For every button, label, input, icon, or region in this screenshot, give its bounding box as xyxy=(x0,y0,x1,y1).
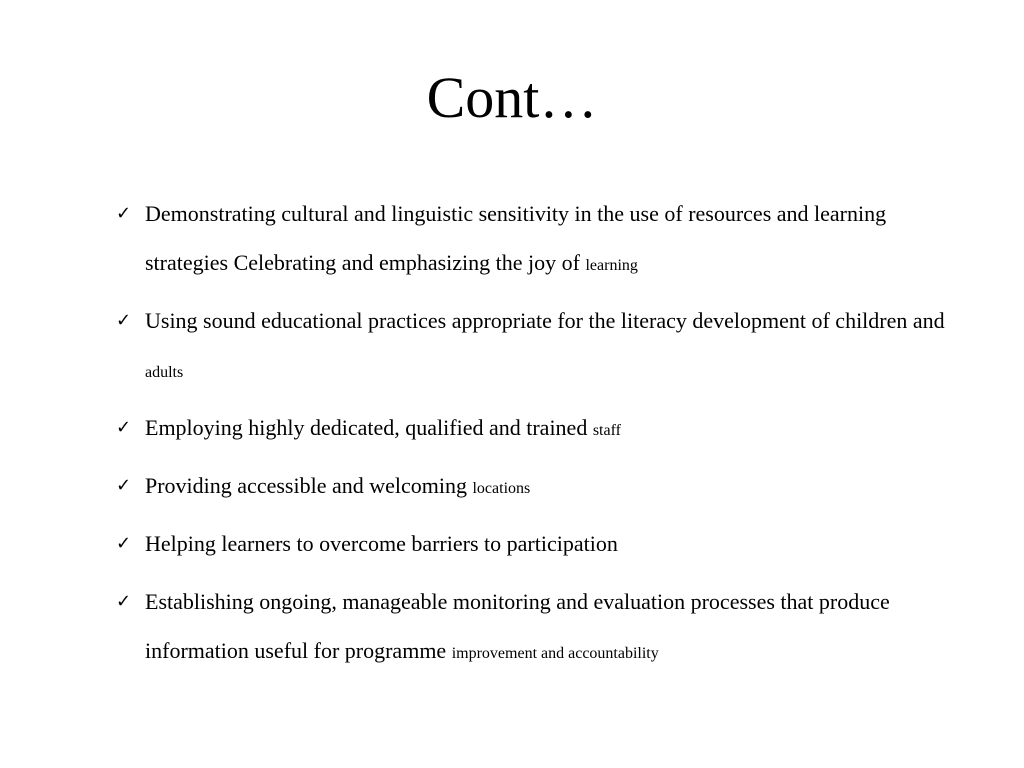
bullet-text: Using sound educational practices appropriate for the literacy development of children and xyxy=(145,308,945,333)
bullet-item xyxy=(110,577,970,678)
checkmark-icon: ✓ xyxy=(116,203,132,224)
checkmark-icon: ✓ xyxy=(116,533,132,554)
bullet-text-small: adults xyxy=(145,364,184,381)
bullet-text: Providing accessible and welcoming xyxy=(145,473,473,498)
bullet-text: Establishing ongoing, manageable monitoring and evaluation processes that produce information useful for programme xyxy=(145,589,890,663)
slide-title: Cont… xyxy=(426,65,598,130)
bullet-item xyxy=(110,461,970,513)
bullet-item xyxy=(110,296,970,397)
checkmark-icon: ✓ xyxy=(116,417,132,438)
bullet-text-small: staff xyxy=(592,422,621,439)
bullet-item xyxy=(110,189,970,290)
checkmark-icon: ✓ xyxy=(116,310,132,331)
bullet-item xyxy=(110,403,970,455)
bullet-list xyxy=(110,189,970,684)
bullet-item xyxy=(110,519,970,571)
checkmark-icon: ✓ xyxy=(116,475,132,496)
bullet-text-small: locations xyxy=(472,480,531,497)
bullet-text: Employing highly dedicated, qualified and trained xyxy=(145,415,593,440)
bullet-text-small: learning xyxy=(585,257,638,274)
bullet-text-small: improvement and accountability xyxy=(451,645,659,662)
bullet-text: Helping learners to overcome barriers to participation xyxy=(145,531,618,556)
bullet-text: Demonstrating cultural and linguistic sensitivity in the use of resources and learning strategies Celebrating and emphasizing the joy of xyxy=(145,201,887,275)
checkmark-icon: ✓ xyxy=(116,591,132,612)
